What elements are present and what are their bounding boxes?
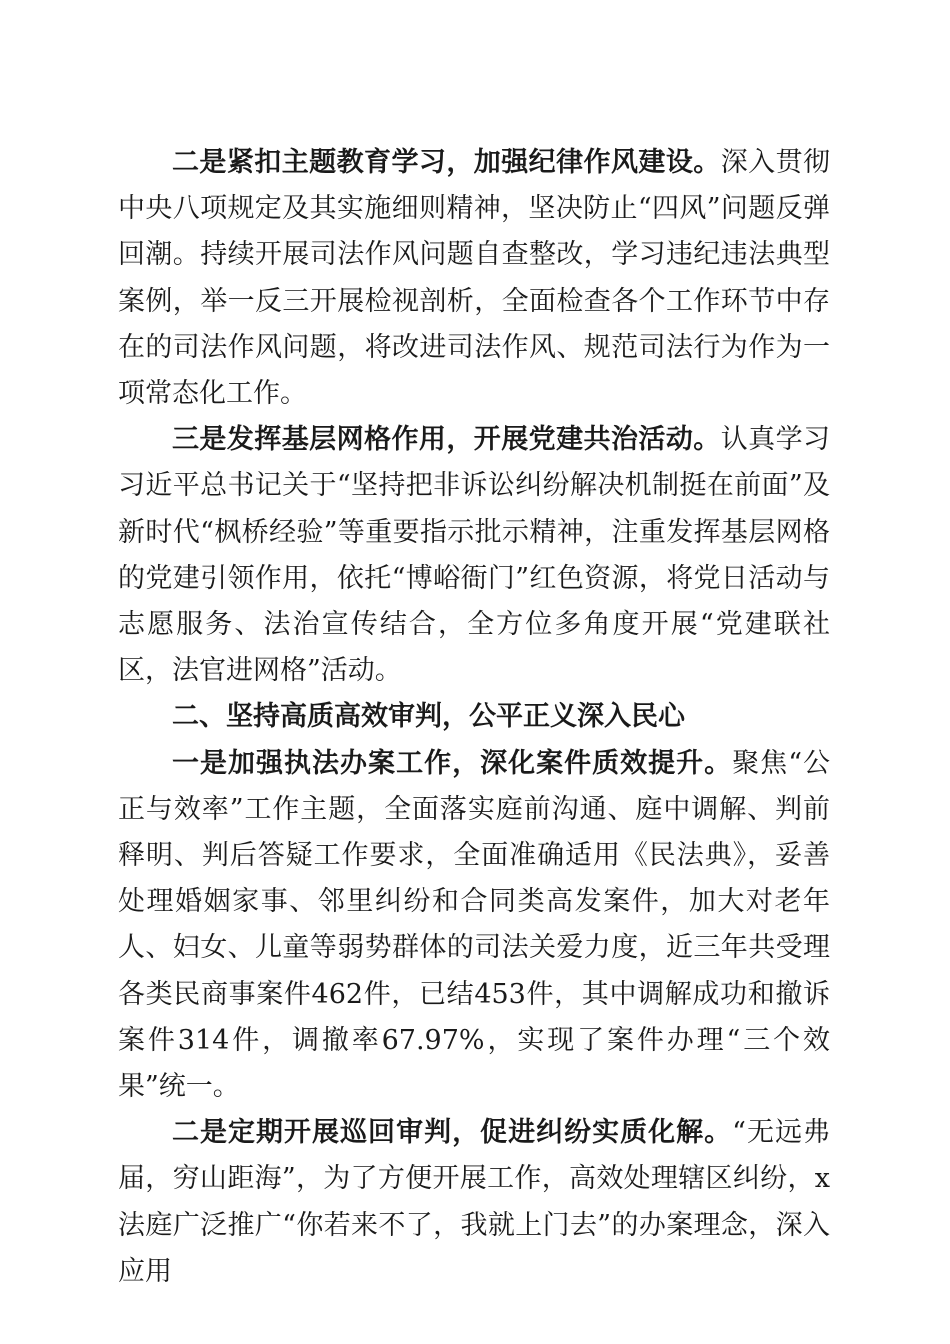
paragraph-text: 认真学习习近平总书记关于“坚持把非诉讼纠纷解决机制挺在前面”及新时代“枫桥经验”等重要指示批示精神，注重发挥基层网格的党建引领作用，依托“博峪衙门”红色资源，将党日活动与志愿服务、法治宣传结合，全方位多角度开展“党建联社区，法官进网格”活动。 (118, 424, 831, 687)
paragraph-text: 深入贯彻中央八项规定及其实施细则精神，坚决防止“四风”问题反弹回潮。持续开展司法作风问题自查整改，学习违纪违法典型案例，举一反三开展检视剖析，全面检查各个工作环节中存在的司法作风问题，将改进司法作风、规范司法行为作为一项常态化工作。 (118, 147, 831, 410)
paragraph-discipline-style (118, 140, 830, 417)
paragraph-lead: 二是定期开展巡回审判，促进纠纷实质化解。 (172, 1117, 733, 1149)
paragraph-text: 聚焦“公正与效率”工作主题，全面落实庭前沟通、庭中调解、判前释明、判后答疑工作要求，全面准确适用《民法典》，妥善处理婚姻家事、邻里纠纷和合同类高发案件，加大对老年人、妇女、儿童等弱势群体的司法关爱力度，近三年共受理各类民商事案件462件，已结453件，其中调解成功和撤诉案件314件，调撤率67.97%，实现了案件办理“三个效果”统一。 (118, 747, 830, 1103)
paragraph-grid-party-building (118, 417, 830, 694)
paragraph-lead: 二是紧扣主题教育学习，加强纪律作风建设。 (172, 147, 721, 178)
paragraph-text: “无远弗届，穷山距海”，为了方便开展工作，高效处理辖区纠纷，x法庭广泛推广“你若来不了，我就上门去”的办案理念，深入应用 (118, 1117, 830, 1287)
paragraph-lead: 三是发挥基层网格作用，开展党建共治活动。 (172, 424, 721, 456)
section-heading: 二、坚持高质高效审判，公平正义深入民心 (172, 701, 685, 733)
paragraph-case-handling (118, 741, 830, 1111)
paragraph-lead: 一是加强执法办案工作，深化案件质效提升。 (172, 747, 733, 779)
paragraph-circuit-trial (118, 1110, 830, 1295)
document-body (118, 140, 830, 1295)
